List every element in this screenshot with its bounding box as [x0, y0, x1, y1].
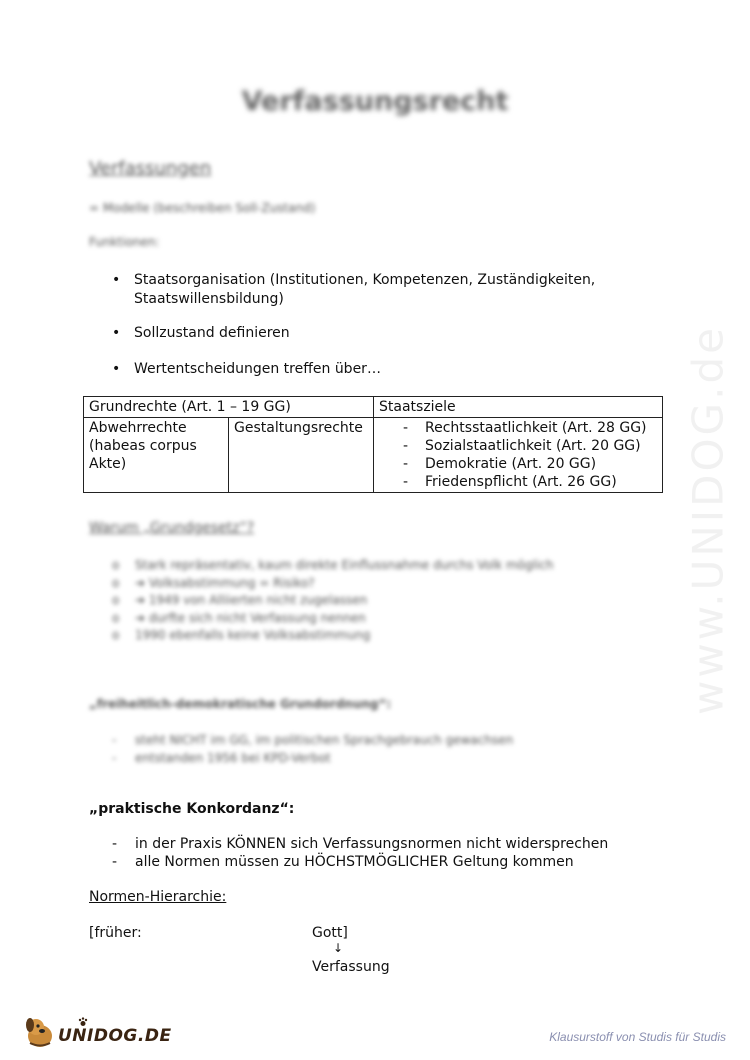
list-item: o 1990 ebenfalls keine Volksabstimmung [112, 628, 371, 642]
page-title: Verfassungsrecht [241, 86, 509, 117]
funktionen-list [112, 271, 612, 309]
funktionen-list [112, 360, 612, 379]
section-heading-grundgesetz: Warum „Grundgesetz“? [89, 520, 255, 536]
list-item: o ➔ durfte sich nicht Verfassung nennen [112, 610, 366, 625]
grundrechte-table [83, 396, 663, 493]
section-heading-konkordanz: „praktische Konkordanz“: [89, 801, 295, 817]
list-item: - Sozialstaatlichkeit (Art. 20 GG) [403, 438, 641, 454]
section-heading-fdgo: „freiheitlich-demokratische Grundordnung“: [89, 697, 392, 711]
staatsziele-cell [374, 418, 663, 493]
gestaltungsrechte-cell: Gestaltungsrechte [229, 418, 374, 493]
list-item: • Wertentscheidungen treffen über… [112, 361, 381, 377]
arrow-down-icon: ↓ [333, 941, 344, 955]
list-item: o ➔ Volksabstimmung = Risiko? [112, 575, 315, 590]
dog-logo-icon [22, 1012, 58, 1050]
footer-tagline: Klausurstoff von Studis für Studis [549, 1030, 726, 1044]
list-item: o ➔ 1949 von Alliierten nicht zugelassen [112, 593, 368, 607]
section-heading-verfassungen: Verfassungen [89, 158, 212, 179]
list-item: - Rechtsstaatlichkeit (Art. 28 GG) [403, 420, 647, 436]
verfassung-text: Verfassung [312, 959, 390, 975]
section-heading-hierarchie: Normen-Hierarchie: [89, 889, 227, 905]
watermark: www.UNIDOG.de [683, 325, 733, 715]
list-item: - entstanden 1956 bei KPD-Verbot [112, 750, 331, 765]
list-item: - Friedenspflicht (Art. 26 GG) [403, 474, 617, 490]
grundgesetz-list [112, 557, 632, 645]
list-item: - steht NICHT im GG, im politischen Sprachgebrauch gewachsen [112, 733, 514, 747]
funktionen-list [112, 324, 612, 343]
bullet-icon: • [112, 361, 121, 377]
list-item: - Demokratie (Art. 20 GG) [403, 456, 597, 472]
staatsziele-header: Staatsziele [374, 397, 663, 418]
bullet-icon: • [112, 325, 121, 341]
modelle-text: = Modelle (beschreiben Soll-Zustand) [89, 201, 316, 215]
footer-brand: UNIDOG.DE [58, 1026, 172, 1046]
frueher-text: [früher: [89, 925, 142, 941]
abwehrrechte-cell: Abwehrrechte (habeas corpus Akte) [84, 418, 229, 493]
list-item: • Staatsorganisation (Institutionen, Kompetenzen, Zuständigkeiten, Staatswillensbildung) [112, 272, 596, 307]
list-item: - alle Normen müssen zu HÖCHSTMÖGLICHER Geltung kommen [112, 853, 574, 870]
fdgo-list [112, 732, 632, 767]
konkordanz-list [112, 836, 652, 871]
bullet-icon: • [112, 272, 121, 288]
gott-text: Gott] [312, 925, 348, 941]
grundrechte-header: Grundrechte (Art. 1 – 19 GG) [84, 397, 374, 418]
list-item: - in der Praxis KÖNNEN sich Verfassungsnormen nicht widersprechen [112, 836, 609, 852]
list-item: o Stark repräsentativ, kaum direkte Einflussnahme durchs Volk möglich [112, 558, 554, 572]
funktionen-label: Funktionen: [89, 235, 160, 249]
list-item: • Sollzustand definieren [112, 325, 290, 341]
